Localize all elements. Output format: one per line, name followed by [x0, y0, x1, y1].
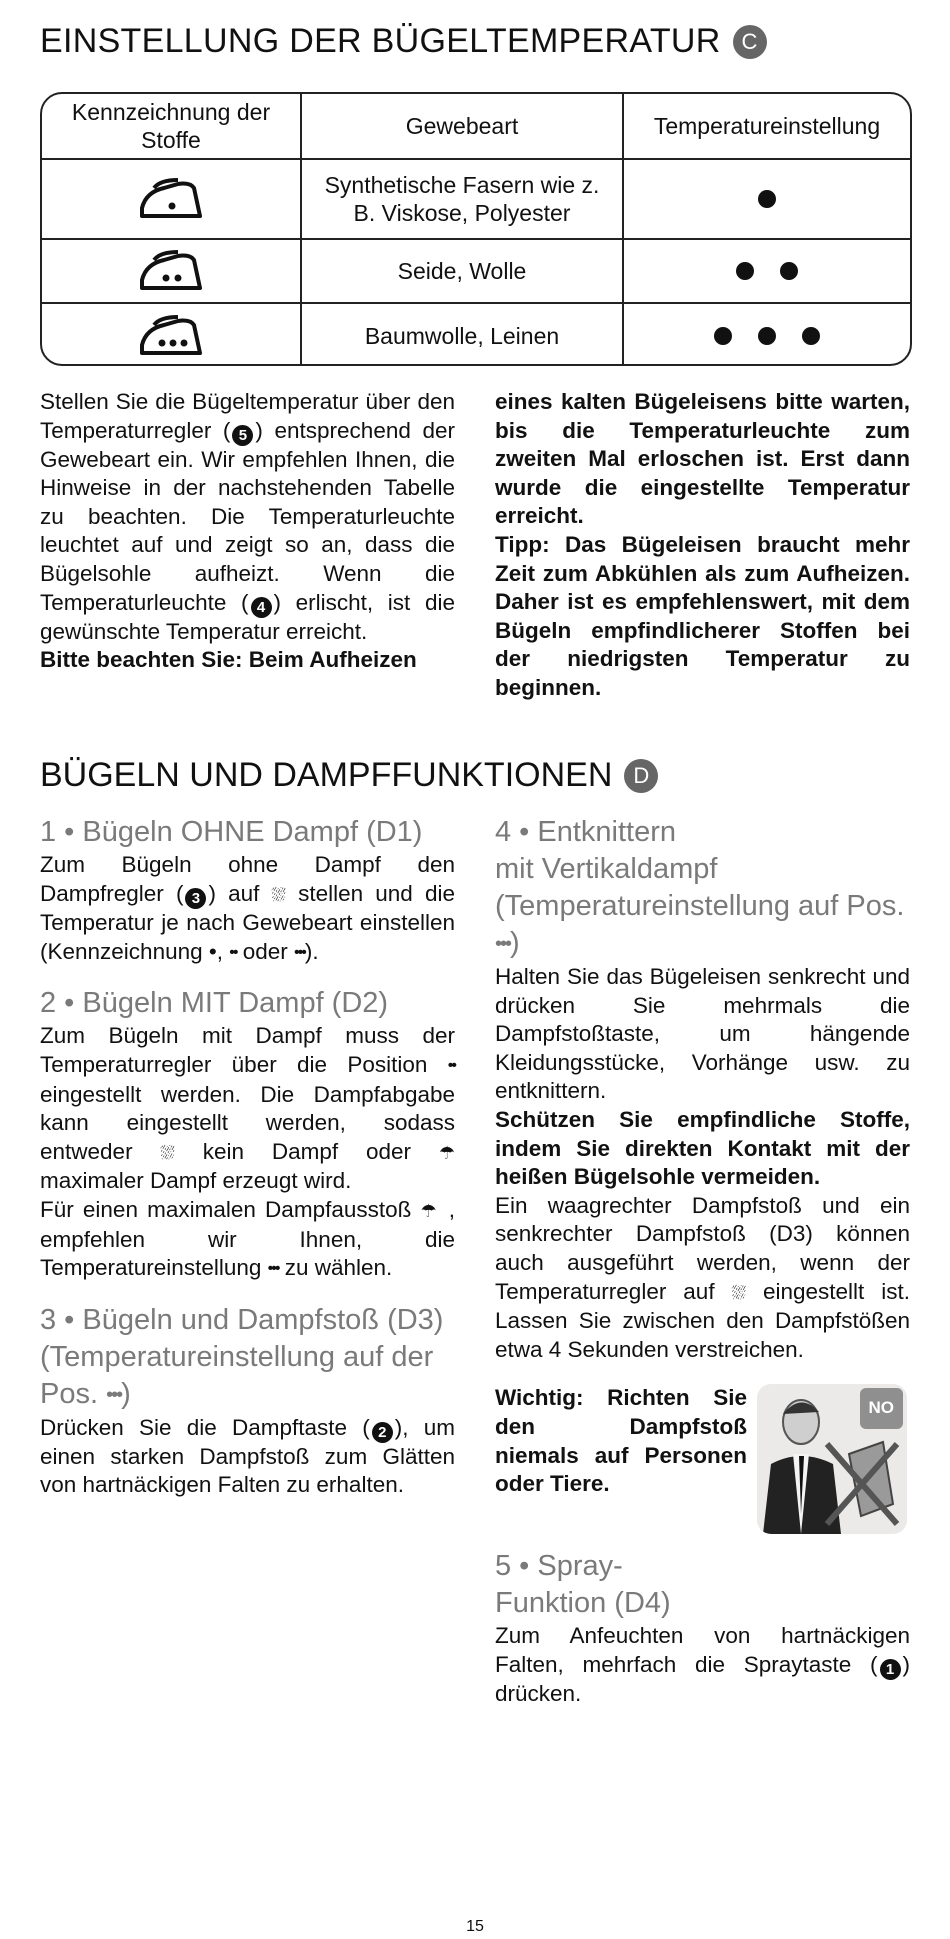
header-fabric-type: Gewebeart: [302, 94, 624, 158]
max-steam-icon: ☂: [420, 1200, 440, 1221]
no-steam-icon: ⛆: [271, 884, 286, 905]
header-fabric-marking: Kennzeichnung der Stoffe: [42, 94, 302, 158]
dots-1: [758, 190, 776, 208]
iron-2-dot-icon: [42, 240, 302, 302]
subsection-5-title-a: 5 • Spray-: [495, 1550, 623, 1583]
section-c-right-column: [495, 388, 910, 703]
temperature-dot: [758, 190, 776, 208]
section-c-left-column: [40, 388, 455, 675]
header-temperature: Temperatureinstellung: [653, 113, 881, 139]
subsection-3-text: Drücken Sie die Dampftaste ( 2 ), um einen starken Dampfstoß zum Glätten von hartnäckigen Falten zu erhalten.: [40, 1414, 455, 1498]
page-number: 15: [466, 1918, 484, 1935]
temperature-dots: [624, 304, 910, 366]
subsection-2-title: 2 • Bügeln MIT Dampf (D2): [40, 987, 389, 1020]
section-d-heading: [40, 756, 658, 795]
section-c-badge: C: [733, 25, 767, 59]
temperature-dot: [736, 262, 754, 280]
temperature-instructions: Stellen Sie die Bügeltemperatur über den Temperaturregler ( 5 ) entsprechend der Gewebeart ein. Wir empfehlen Ihnen, die Hinweise in der nachstehenden Tabelle zu beachten. Die Temperaturleuchte leuchtet auf und zeigt so an, dass die Bügelsohle aufheizt. Wenn die Temperaturleuchte ( 4 ) erlischt, ist die gewünschte Temperatur erreicht.: [40, 389, 455, 644]
subsection-4-warning: Schützen Sie empfindliche Stoffe, indem Sie direkten Kontakt mit der heißen Bügelsohle vermeiden.: [495, 1106, 910, 1190]
temperature-dot: [758, 327, 776, 345]
fabric-type-cell: Baumwolle, Leinen: [302, 304, 624, 366]
tip-text: Tipp: Das Bügeleisen braucht mehr Zeit zum Abkühlen als zum Aufheizen. Daher ist es empfehlenswert, mit dem Bügeln empfindlicherer Stoffen bei der niedrigsten Temperatur zu beginnen.: [495, 531, 910, 700]
subsection-1-title: 1 • Bügeln OHNE Dampf (D1): [40, 816, 423, 848]
subsection-4-title-a: 4 • Entknittern: [495, 816, 677, 848]
subsection-5-text: Zum Anfeuchten von hartnäckigen Falten, mehrfach die Spraytaste ( 1 ) drücken.: [495, 1623, 910, 1706]
section-d-left-column: [40, 814, 455, 1500]
subsection-2-text: Zum Bügeln mit Dampf muss der Temperaturregler über die Position •• eingestellt werden. Die Dampfabgabe kann eingestellt werden, sodass entweder ⛆ kein Dampf oder ☂ maximaler Dampf erzeugt wird.: [40, 1023, 455, 1194]
temperature-dot: [802, 327, 820, 345]
section-d-title: BÜGELN UND DAMPFFUNKTIONEN: [40, 756, 613, 794]
important-text: Wichtig: Richten Sie den Dampfstoß niemals auf Personen oder Tiere.: [495, 1385, 747, 1497]
dots-3: [714, 327, 820, 345]
temperature-dots: [624, 160, 910, 238]
dots-2: [736, 262, 798, 280]
no-steam-icon: ⛆: [731, 1282, 746, 1303]
temperature-dots: [624, 240, 910, 302]
fabric-type-cell: Synthetische Fasern wie z. B. Viskose, Polyester: [302, 160, 624, 238]
section-c-heading: [40, 22, 767, 61]
table-header-row: [42, 94, 910, 160]
heating-note-cont: eines kalten Bügeleisens bitte warten, bis die Temperaturleuchte zum zweiten Mal erloschen ist. Erst dann wurde die eingestellte Temperatur erreicht.: [495, 389, 910, 529]
subsection-4-title-b: mit Vertikaldampf (Temperatureinstellung auf Pos. •••): [495, 853, 905, 959]
temperature-dot: [714, 327, 732, 345]
no-steam-icon: ⛆: [160, 1142, 175, 1163]
section-d-right-column: [495, 814, 910, 1709]
temperature-dot: [780, 262, 798, 280]
iron-1-dot-icon: [42, 160, 302, 238]
subsection-4-text: Halten Sie das Bügeleisen senkrecht und drücken Sie mehrmals die Dampfstoßtaste, um hängende Kleidungsstücke, Vorhänge usw. zu entknittern.: [495, 964, 910, 1104]
section-d-badge: D: [624, 759, 658, 793]
fabric-temperature-table: [40, 92, 912, 366]
subsection-3-title: 3 • Bügeln und Dampfstoß (D3) (Temperatureinstellung auf der Pos. •••): [40, 1303, 444, 1410]
table-row: [42, 160, 910, 240]
subsection-4-text-b: Ein waagrechter Dampfstoß und ein senkrechter Dampfstoß (D3) können auch ausgeführt werden, wenn der Temperaturregler auf ⛆ eingestellt ist. Lassen Sie zwischen den Dampfstößen etwa 4 Sekunden verstreichen.: [495, 1192, 910, 1362]
subsection-1-text: Zum Bügeln ohne Dampf den Dampfregler ( 3 ) auf ⛆ stellen und die Temperatur je nach Gewebeart einstellen (Kennzeichnung •, •• oder •••).: [40, 852, 455, 964]
no-steam-on-people-illustration: [757, 1384, 907, 1534]
subsection-5-title-b: Funktion (D4): [495, 1587, 671, 1620]
heating-note: Bitte beachten Sie: Beim Aufheizen: [40, 647, 417, 673]
table-row: [42, 240, 910, 304]
important-box: [495, 1384, 910, 1534]
max-steam-icon: ☂: [438, 1142, 455, 1163]
no-badge: NO: [860, 1388, 904, 1429]
iron-3-dot-icon: [42, 304, 302, 366]
section-c-title: EINSTELLUNG DER BÜGELTEMPERATUR: [40, 22, 721, 60]
table-row: [42, 304, 910, 366]
fabric-type-cell: Seide, Wolle: [302, 240, 624, 302]
subsection-2-text-b: Für einen maximalen Dampfausstoß ☂ , empfehlen wir Ihnen, die Temperatureinstellung ••• zu wählen.: [40, 1196, 455, 1281]
